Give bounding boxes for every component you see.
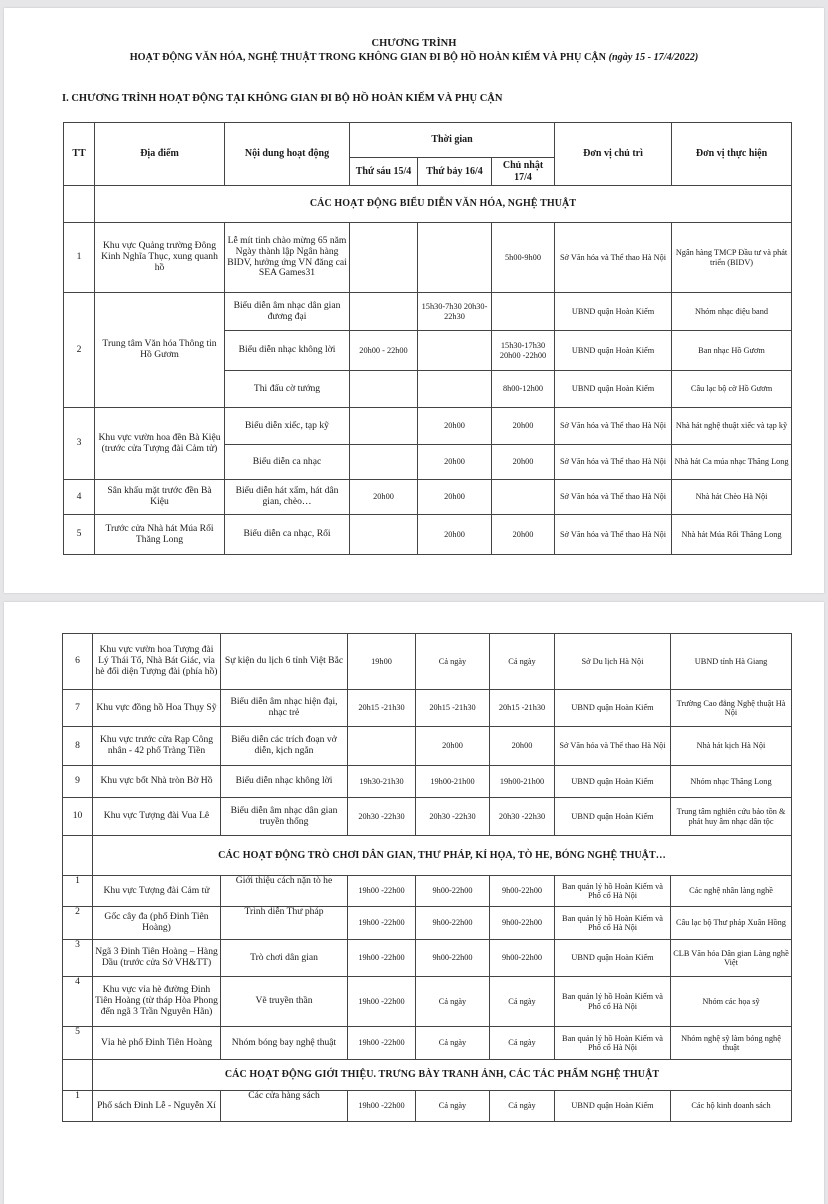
- section-heading: I. CHƯƠNG TRÌNH HOẠT ĐỘNG TẠI KHÔNG GIAN ĐI BỘ HỒ HOÀN KIẾM VÀ PHỤ CẬN: [62, 93, 503, 104]
- saturday-time: 19h00-21h00: [416, 766, 490, 798]
- sunday-time: 19h00-21h00: [490, 766, 555, 798]
- activity-cell: Biểu diễn nhạc không lời: [221, 766, 348, 798]
- host-cell: UBND quận Hoàn Kiếm: [555, 331, 672, 371]
- row-number: 4: [64, 480, 95, 515]
- friday-time: [350, 293, 418, 331]
- performer-cell: Trường Cao đẳng Nghệ thuật Hà Nội: [671, 690, 792, 727]
- activity-cell: Biểu diễn âm nhạc dân gian đương đại: [225, 293, 350, 331]
- host-cell: UBND quận Hoàn Kiếm: [555, 798, 671, 836]
- location-cell: Khu vực Quảng trường Đông Kinh Nghĩa Thục, xung quanh hồ: [95, 223, 225, 293]
- performer-cell: Câu lạc bộ Thư pháp Xuân Hồng: [671, 907, 792, 940]
- performer-cell: Các hộ kinh doanh sách: [671, 1091, 792, 1122]
- saturday-time: 20h15 -21h30: [416, 690, 490, 727]
- sunday-time: [492, 293, 555, 331]
- col-header-tt: TT: [64, 123, 95, 186]
- row-number: 1: [63, 1091, 93, 1122]
- table-row: [63, 690, 792, 727]
- location-cell: Khu vực bốt Nhà tròn Bờ Hồ: [93, 766, 221, 798]
- document-page-2: [4, 602, 824, 1204]
- location-cell: Gốc cây đa (phố Đinh Tiên Hoàng): [93, 907, 221, 940]
- host-cell: UBND quận Hoàn Kiếm: [555, 690, 671, 727]
- host-cell: Sở Văn hóa và Thể thao Hà Nội: [555, 408, 672, 445]
- section-header-row: [64, 186, 792, 223]
- schedule-table-part-1: [63, 122, 792, 555]
- row-number: 10: [63, 798, 93, 836]
- location-cell: Ngã 3 Đinh Tiên Hoàng – Hàng Dầu (trước cửa Sở VH&TT): [93, 940, 221, 977]
- friday-time: [350, 445, 418, 480]
- performer-cell: Nhà hát Ca múa nhạc Thăng Long: [672, 445, 792, 480]
- performer-cell: Nhà hát Múa Rối Thăng Long: [672, 515, 792, 555]
- table-row: [64, 515, 792, 555]
- sunday-time: 8h00-12h00: [492, 371, 555, 408]
- row-number: 1: [63, 876, 93, 907]
- saturday-time: [418, 371, 492, 408]
- row-number: 6: [63, 634, 93, 690]
- friday-time: 19h00: [348, 634, 416, 690]
- host-cell: Sở Văn hóa và Thể thao Hà Nội: [555, 445, 672, 480]
- activity-cell: Sự kiện du lịch 6 tỉnh Việt Bắc: [221, 634, 348, 690]
- section-header-row: [63, 836, 792, 876]
- performer-cell: Nhóm các họa sỹ: [671, 977, 792, 1027]
- friday-time: 19h00 -22h00: [348, 907, 416, 940]
- location-cell: Khu vực vườn hoa Tượng đài Lý Thái Tổ, Nhà Bát Giác, vỉa hè đối diện Tượng đài (phía hồ): [93, 634, 221, 690]
- col-header-content: Nội dung hoạt động: [225, 123, 350, 186]
- activity-cell: Biểu diễn ca nhạc: [225, 445, 350, 480]
- performer-cell: Trung tâm nghiên cứu bảo tồn & phát huy âm nhạc dân tộc: [671, 798, 792, 836]
- friday-time: [350, 515, 418, 555]
- location-cell: Trung tâm Văn hóa Thông tin Hồ Gươm: [95, 293, 225, 408]
- col-header-performer: Đơn vị thực hiện: [672, 123, 792, 186]
- table-row: [63, 634, 792, 690]
- sunday-time: 20h00: [490, 727, 555, 766]
- sunday-time: 15h30-17h30 20h00 -22h00: [492, 331, 555, 371]
- section-title: CÁC HOẠT ĐỘNG BIỂU DIỄN VĂN HÓA, NGHỆ THUẬT: [95, 186, 792, 223]
- host-cell: Ban quản lý hồ Hoàn Kiếm và Phố cổ Hà Nội: [555, 1027, 671, 1060]
- section-title: CÁC HOẠT ĐỘNG TRÒ CHƠI DÂN GIAN, THƯ PHÁP, KÍ HỌA, TÒ HE, BÓNG NGHỆ THUẬT…: [93, 836, 792, 876]
- friday-time: 20h30 -22h30: [348, 798, 416, 836]
- sunday-time: 5h00-9h00: [492, 223, 555, 293]
- host-cell: Sở Du lịch Hà Nội: [555, 634, 671, 690]
- table-row: [63, 907, 792, 940]
- activity-cell: Biểu diễn ca nhạc, Rối: [225, 515, 350, 555]
- section-tt-cell: [64, 186, 95, 223]
- table-row: [63, 1027, 792, 1060]
- location-cell: Khu vực vườn hoa đền Bà Kiệu (trước cửa Tượng đài Cảm tử): [95, 408, 225, 480]
- table-row: [63, 1091, 792, 1122]
- friday-time: 20h15 -21h30: [348, 690, 416, 727]
- row-number: 8: [63, 727, 93, 766]
- host-cell: Ban quản lý hồ Hoàn Kiếm và Phố cổ Hà Nội: [555, 876, 671, 907]
- row-number: 3: [64, 408, 95, 480]
- header-row: [64, 123, 792, 158]
- performer-cell: Nhóm nghệ sỹ làm bóng nghệ thuật: [671, 1027, 792, 1060]
- saturday-time: 9h00-22h00: [416, 876, 490, 907]
- saturday-time: 20h00: [418, 515, 492, 555]
- row-number: 7: [63, 690, 93, 727]
- host-cell: UBND quận Hoàn Kiếm: [555, 766, 671, 798]
- table-row: [64, 293, 792, 331]
- row-number: 5: [63, 1027, 93, 1060]
- activity-cell: Vẽ truyền thần: [221, 977, 348, 1027]
- section-tt-cell: [63, 1060, 93, 1091]
- sunday-time: Cả ngày: [490, 1027, 555, 1060]
- activity-cell: Thi đấu cờ tướng: [225, 371, 350, 408]
- saturday-time: 9h00-22h00: [416, 940, 490, 977]
- location-cell: Phố sách Đinh Lễ - Nguyễn Xí: [93, 1091, 221, 1122]
- friday-time: [348, 727, 416, 766]
- row-number: 2: [64, 293, 95, 408]
- col-header-time: Thời gian: [350, 123, 555, 158]
- location-cell: Khu vực trước cửa Rạp Công nhân - 42 phố Tràng Tiền: [93, 727, 221, 766]
- performer-cell: CLB Văn hóa Dân gian Làng nghề Việt: [671, 940, 792, 977]
- section-header-row: [63, 1060, 792, 1091]
- activity-cell: Các cửa hàng sách: [221, 1091, 348, 1122]
- col-header-friday: Thứ sáu 15/4: [350, 158, 418, 186]
- friday-time: [350, 408, 418, 445]
- performer-cell: Ban nhạc Hồ Gươm: [672, 331, 792, 371]
- friday-time: [350, 371, 418, 408]
- table-row: [63, 977, 792, 1027]
- host-cell: UBND quận Hoàn Kiếm: [555, 1091, 671, 1122]
- section-title: CÁC HOẠT ĐỘNG GIỚI THIỆU. TRƯNG BÀY TRANH ẢNH, CÁC TÁC PHẨM NGHỆ THUẬT: [93, 1060, 792, 1091]
- host-cell: UBND quận Hoàn Kiếm: [555, 371, 672, 408]
- performer-cell: Nhóm nhạc Thăng Long: [671, 766, 792, 798]
- table-row: [64, 223, 792, 293]
- table-row: [63, 940, 792, 977]
- saturday-time: Cả ngày: [416, 1027, 490, 1060]
- col-header-saturday: Thứ bảy 16/4: [418, 158, 492, 186]
- performer-cell: Câu lạc bộ cờ Hồ Gươm: [672, 371, 792, 408]
- friday-time: 19h00 -22h00: [348, 1027, 416, 1060]
- row-number: 5: [64, 515, 95, 555]
- saturday-time: 15h30-7h30 20h30-22h30: [418, 293, 492, 331]
- location-cell: Trước cửa Nhà hát Múa Rối Thăng Long: [95, 515, 225, 555]
- performer-cell: Nhà hát kịch Hà Nội: [671, 727, 792, 766]
- table-row: [63, 876, 792, 907]
- sunday-time: 9h00-22h00: [490, 940, 555, 977]
- friday-time: 19h30-21h30: [348, 766, 416, 798]
- saturday-time: 20h00: [418, 408, 492, 445]
- col-header-host: Đơn vị chủ trì: [555, 123, 672, 186]
- location-cell: Vỉa hè phố Đinh Tiên Hoàng: [93, 1027, 221, 1060]
- section-tt-cell: [63, 836, 93, 876]
- performer-cell: Ngân hàng TMCP Đầu tư và phát triển (BIDV): [672, 223, 792, 293]
- activity-cell: Trò chơi dân gian: [221, 940, 348, 977]
- saturday-time: Cả ngày: [416, 977, 490, 1027]
- saturday-time: 20h00: [418, 480, 492, 515]
- saturday-time: 20h30 -22h30: [416, 798, 490, 836]
- sunday-time: 20h00: [492, 408, 555, 445]
- col-header-sunday: Chủ nhật 17/4: [492, 158, 555, 186]
- sunday-time: [492, 480, 555, 515]
- location-cell: Khu vực đồng hồ Hoa Thụy Sỹ: [93, 690, 221, 727]
- host-cell: UBND quận Hoàn Kiếm: [555, 940, 671, 977]
- performer-cell: UBND tỉnh Hà Giang: [671, 634, 792, 690]
- document-subtitle: [4, 52, 824, 63]
- location-cell: Khu vực Tượng đài Vua Lê: [93, 798, 221, 836]
- sunday-time: 20h00: [492, 515, 555, 555]
- activity-cell: Biểu diễn các trích đoạn vở diễn, kịch ngắn: [221, 727, 348, 766]
- saturday-time: 9h00-22h00: [416, 907, 490, 940]
- saturday-time: Cả ngày: [416, 1091, 490, 1122]
- saturday-time: [418, 331, 492, 371]
- activity-cell: Biểu diễn nhạc không lời: [225, 331, 350, 371]
- saturday-time: [418, 223, 492, 293]
- schedule-table-part-2: [62, 633, 792, 1122]
- row-number: 1: [64, 223, 95, 293]
- host-cell: Ban quản lý hồ Hoàn Kiếm và Phố cổ Hà Nội: [555, 977, 671, 1027]
- friday-time: 19h00 -22h00: [348, 940, 416, 977]
- table-row: [64, 408, 792, 445]
- sunday-time: Cả ngày: [490, 634, 555, 690]
- activity-cell: Lễ mít tinh chào mừng 65 năm Ngày thành lập Ngân hàng BIDV, hưởng ứng VN đăng cai SEA Games31: [225, 223, 350, 293]
- row-number: 2: [63, 907, 93, 940]
- friday-time: 19h00 -22h00: [348, 1091, 416, 1122]
- saturday-time: 20h00: [418, 445, 492, 480]
- row-number: 4: [63, 977, 93, 1027]
- friday-time: 20h00 - 22h00: [350, 331, 418, 371]
- sunday-time: 20h00: [492, 445, 555, 480]
- host-cell: Ban quản lý hồ Hoàn Kiếm và Phố cổ Hà Nội: [555, 907, 671, 940]
- activity-cell: Biểu diễn xiếc, tạp kỹ: [225, 408, 350, 445]
- subtitle-text: HOẠT ĐỘNG VĂN HÓA, NGHỆ THUẬT TRONG KHÔNG GIAN ĐI BỘ HỒ HOÀN KIẾM VÀ PHỤ CẬN: [129, 52, 607, 63]
- performer-cell: Nhà hát nghệ thuật xiếc và tạp kỹ: [672, 408, 792, 445]
- host-cell: UBND quận Hoàn Kiếm: [555, 293, 672, 331]
- friday-time: 19h00 -22h00: [348, 977, 416, 1027]
- document-page-1: [4, 8, 824, 593]
- activity-cell: Biểu diễn âm nhạc dân gian truyền thống: [221, 798, 348, 836]
- sunday-time: 20h30 -22h30: [490, 798, 555, 836]
- host-cell: Sở Văn hóa và Thể thao Hà Nội: [555, 515, 672, 555]
- location-cell: Khu vực vỉa hè đường Đinh Tiên Hoàng (từ tháp Hòa Phong đến ngã 3 Trần Nguyên Hãn): [93, 977, 221, 1027]
- performer-cell: Nhóm nhạc điệu band: [672, 293, 792, 331]
- row-number: 9: [63, 766, 93, 798]
- sunday-time: 9h00-22h00: [490, 907, 555, 940]
- performer-cell: Các nghệ nhân làng nghề: [671, 876, 792, 907]
- sunday-time: 9h00-22h00: [490, 876, 555, 907]
- performer-cell: Nhà hát Chèo Hà Nội: [672, 480, 792, 515]
- saturday-time: 20h00: [416, 727, 490, 766]
- activity-cell: Trình diễn Thư pháp: [221, 907, 348, 940]
- sunday-time: 20h15 -21h30: [490, 690, 555, 727]
- host-cell: Sở Văn hóa và Thể thao Hà Nội: [555, 480, 672, 515]
- activity-cell: Nhóm bóng bay nghệ thuật: [221, 1027, 348, 1060]
- subtitle-dates: (ngày 15 - 17/4/2022): [608, 52, 699, 63]
- friday-time: [350, 223, 418, 293]
- location-cell: Khu vực Tượng đài Cảm tử: [93, 876, 221, 907]
- table-row: [63, 766, 792, 798]
- host-cell: Sở Văn hóa và Thể thao Hà Nội: [555, 223, 672, 293]
- saturday-time: Cả ngày: [416, 634, 490, 690]
- table-row: [64, 480, 792, 515]
- activity-cell: Giới thiệu cách nặn tò he: [221, 876, 348, 907]
- location-cell: Sân khấu mặt trước đền Bà Kiệu: [95, 480, 225, 515]
- friday-time: 20h00: [350, 480, 418, 515]
- activity-cell: Biểu diễn hát xẩm, hát dân gian, chèo…: [225, 480, 350, 515]
- sunday-time: Cả ngày: [490, 1091, 555, 1122]
- row-number: 3: [63, 940, 93, 977]
- activity-cell: Biểu diễn âm nhạc hiện đại, nhạc trẻ: [221, 690, 348, 727]
- host-cell: Sở Văn hóa và Thể thao Hà Nội: [555, 727, 671, 766]
- col-header-location: Địa điểm: [95, 123, 225, 186]
- sunday-time: Cả ngày: [490, 977, 555, 1027]
- table-row: [63, 798, 792, 836]
- table-row: [63, 727, 792, 766]
- friday-time: 19h00 -22h00: [348, 876, 416, 907]
- document-title: CHƯƠNG TRÌNH: [371, 38, 457, 49]
